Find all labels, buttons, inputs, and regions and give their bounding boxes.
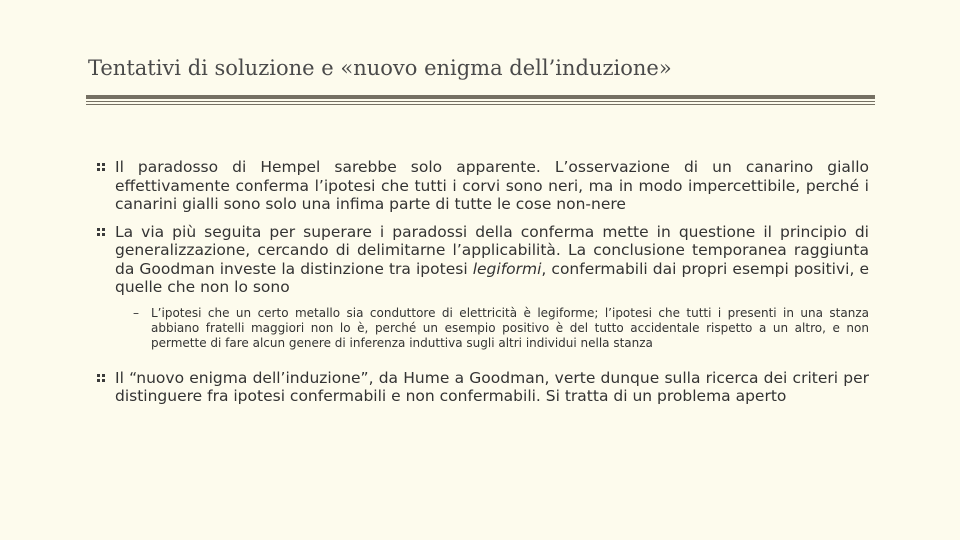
title-rule-thick (86, 95, 875, 99)
bullet-italic-term: legiformi (472, 259, 542, 278)
bullet-item (97, 223, 869, 297)
slide-body (97, 158, 869, 415)
bullet-item (97, 369, 869, 406)
square-dots-bullet-icon (97, 228, 105, 236)
sub-bullet-item (133, 306, 869, 351)
square-dots-bullet-icon (97, 374, 105, 382)
title-rule-thin-1 (86, 101, 875, 102)
slide-title: Tentativi di soluzione e «nuovo enigma dell’induzione» (88, 56, 672, 80)
sub-bullet-text: L’ipotesi che un certo metallo sia conduttore di elettricità è legiforme; l’ipotesi che tutti i presenti in una stanza abbiano fratelli maggiori non lo è, perché un esempio positivo è del tutto accidentale rispetto a un altro, e non permette di fare alcun genere di inferenza induttiva sugli altri individui nella stanza (151, 305, 869, 350)
bullet-text: Il “nuovo enigma dell’induzione”, da Hume a Goodman, verte dunque sulla ricerca dei criteri per distinguere fra ipotesi confermabili e non confermabili. Si tratta di un problema aperto (115, 368, 869, 405)
bullet-text-continued: , confermabili dai propri esempi positivi, e quelle che non lo sono (115, 259, 869, 296)
bullet-text: Il paradosso di Hempel sarebbe solo apparente. L’osservazione di un canarino giallo effettivamente conferma l’ipotesi che tutti i corvi sono neri, ma in modo impercettibile, perché i canarini gialli sono solo una infima parte di tutte le cose non-nere (115, 158, 869, 213)
bullet-text: La via più seguita per superare i paradossi della conferma mette in questione il principio di generalizzazione, cercando di delimitarne l’applicabilità. La conclusione temporanea raggiunta da Goodman investe la distinzione tra ipotesi (115, 222, 869, 278)
bullet-item (97, 158, 869, 214)
title-rule-thin-2 (86, 104, 875, 105)
square-dots-bullet-icon (97, 163, 105, 171)
sub-bullet-dash: – (133, 305, 139, 320)
